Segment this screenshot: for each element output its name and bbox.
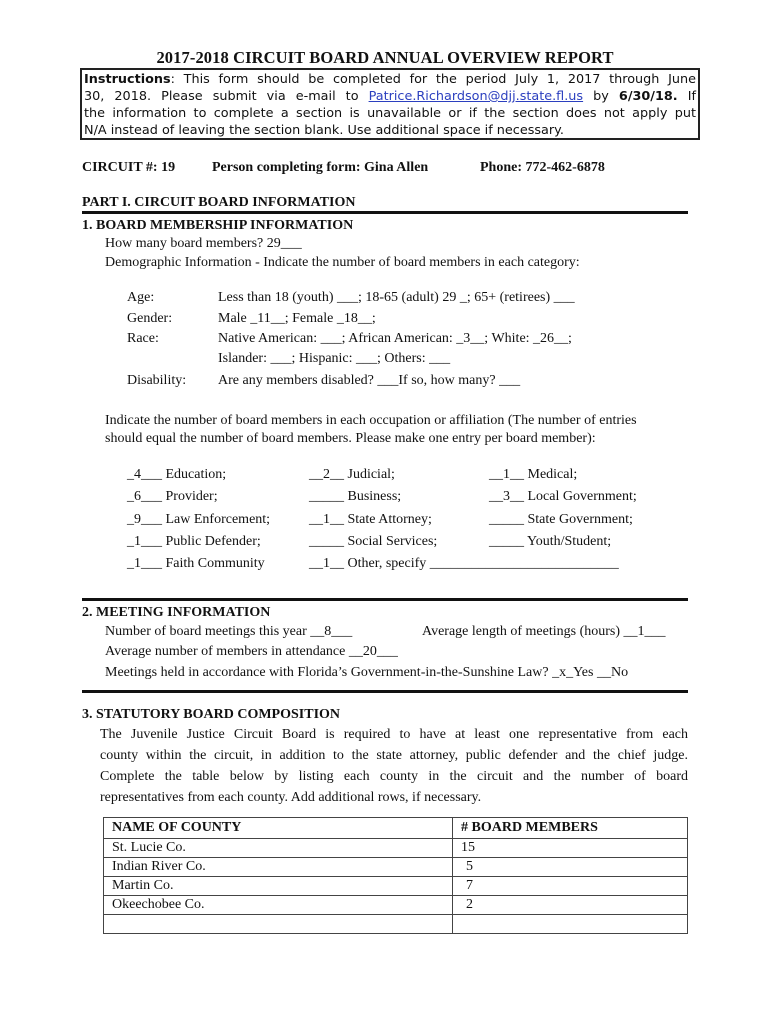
table-row	[104, 858, 688, 877]
age-label: Age:	[127, 290, 155, 305]
occupation-local-government: __3__ Local Government;	[489, 489, 637, 504]
board-members-header: # BOARD MEMBERS	[453, 818, 688, 839]
attendance: Average number of members in attendance __20___	[105, 644, 398, 659]
gender-value: Male _11__; Female _18__;	[218, 311, 376, 326]
occupation-law-enforcement: _9___ Law Enforcement;	[127, 512, 271, 527]
county-table	[103, 817, 688, 934]
meetings-count: Number of board meetings this year __8___	[105, 624, 353, 639]
composition-para-4: representatives from each county. Add additional rows, if necessary.	[100, 790, 482, 805]
occupation-state-government: _____ State Government;	[489, 512, 633, 527]
occupation-faith-community: _1___ Faith Community	[127, 556, 265, 571]
race-value-1: Native American: ___; African American: _3__; White: _26__;	[218, 331, 572, 346]
member-count: 7	[453, 877, 688, 896]
occupation-intro-1: Indicate the number of board members in each occupation or affiliation (The number of entries	[105, 413, 637, 428]
members-count: How many board members? 29___	[105, 236, 302, 251]
composition-para-2: county within the circuit, in addition to the state attorney, public defender and the chief judge.	[100, 748, 688, 763]
demographic-intro: Demographic Information - Indicate the number of board members in each category:	[105, 255, 580, 270]
instructions-box	[80, 68, 700, 140]
county-name: Okeechobee Co.	[104, 896, 453, 915]
instructions-line-2: 30, 2018. Please submit via e-mail to Patrice.Richardson@djj.state.fl.us by 6/30/18. If	[84, 89, 696, 104]
occupation-public-defender: _1___ Public Defender;	[127, 534, 261, 549]
occupation-medical: __1__ Medical;	[489, 467, 578, 482]
section-divider	[82, 690, 688, 693]
table-header-row	[104, 818, 688, 839]
section-heading: 3. STATUTORY BOARD COMPOSITION	[82, 707, 341, 722]
table-row	[104, 896, 688, 915]
person-completing: Person completing form: Gina Allen	[212, 160, 429, 175]
table-row	[104, 839, 688, 858]
section-heading: 1. BOARD MEMBERSHIP INFORMATION	[82, 218, 354, 233]
occupation-judicial: __2__ Judicial;	[309, 467, 395, 482]
instructions-line-3: the information to complete a section is unavailable or if the section does not apply put	[84, 106, 696, 121]
instructions-label: Instructions	[84, 72, 171, 87]
occupation-state-attorney: __1__ State Attorney;	[309, 512, 432, 527]
occupation-other: __1__ Other, specify ___________________________	[309, 556, 619, 571]
part-heading: PART I. CIRCUIT BOARD INFORMATION	[82, 195, 356, 210]
occupation-social-services: _____ Social Services;	[309, 534, 438, 549]
occupation-business: _____ Business;	[309, 489, 402, 504]
disability-value: Are any members disabled? ___If so, how many? ___	[218, 373, 521, 388]
due-date: 6/30/18.	[618, 89, 678, 104]
phone-number: Phone: 772-462-6878	[480, 160, 605, 175]
member-count: 15	[453, 839, 688, 858]
composition-para-3: Complete the table below by listing each county in the circuit and the number of board	[100, 769, 688, 784]
meeting-length: Average length of meetings (hours) __1___	[422, 624, 666, 639]
county-name: Martin Co.	[104, 877, 453, 896]
county-name	[104, 915, 453, 934]
county-name: St. Lucie Co.	[104, 839, 453, 858]
occupation-intro-2: should equal the number of board members. Please make one entry per board member):	[105, 431, 596, 446]
occupation-provider: _6___ Provider;	[127, 489, 218, 504]
member-count: 5	[453, 858, 688, 877]
table-row	[104, 915, 688, 934]
county-name: Indian River Co.	[104, 858, 453, 877]
circuit-number: CIRCUIT #: 19	[82, 160, 176, 175]
member-count: 2	[453, 896, 688, 915]
occupation-youth-student: _____ Youth/Student;	[489, 534, 612, 549]
instructions-line-4: N/A instead of leaving the section blank. Use additional space if necessary.	[84, 123, 564, 138]
composition-para-1: The Juvenile Justice Circuit Board is required to have at least one representative from each	[100, 727, 688, 742]
table-row	[104, 877, 688, 896]
age-value: Less than 18 (youth) ___; 18-65 (adult) 29 _; 65+ (retirees) ___	[218, 290, 575, 305]
county-header: NAME OF COUNTY	[104, 818, 453, 839]
gender-label: Gender:	[127, 311, 173, 326]
sunshine-law: Meetings held in accordance with Florida’s Government-in-the-Sunshine Law? _x_Yes __No	[105, 665, 629, 680]
disability-label: Disability:	[127, 373, 187, 388]
race-value-2: Islander: ___; Hispanic: ___; Others: ___	[218, 351, 451, 366]
section-divider	[82, 598, 688, 601]
section-heading: 2. MEETING INFORMATION	[82, 605, 271, 620]
occupation-education: _4___ Education;	[127, 467, 227, 482]
instructions-line-1: Instructions: This form should be completed for the period July 1, 2017 through June	[84, 72, 696, 87]
report-title: 2017-2018 CIRCUIT BOARD ANNUAL OVERVIEW REPORT	[156, 48, 614, 67]
part-divider	[82, 211, 688, 214]
member-count	[453, 915, 688, 934]
race-label: Race:	[127, 331, 159, 346]
email-link[interactable]: Patrice.Richardson@djj.state.fl.us	[368, 89, 584, 104]
